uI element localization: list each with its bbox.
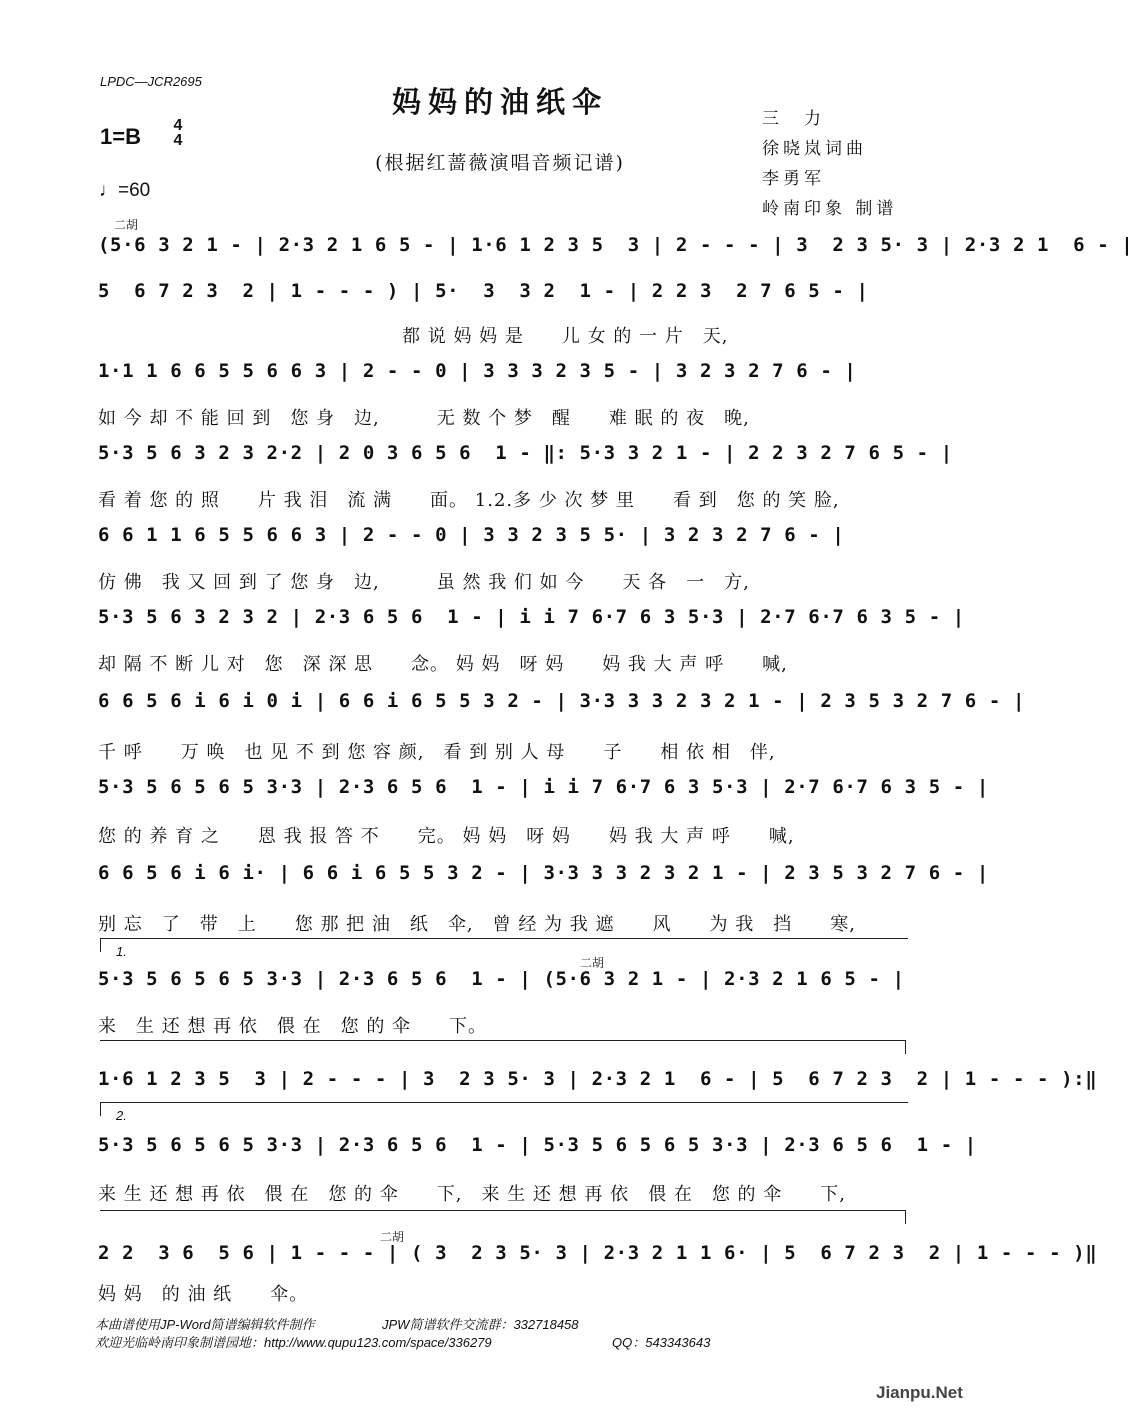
- lyric-line: 您 的 养 育 之 恩 我 报 答 不 完。 妈 妈 呀 妈 妈 我 大 声 呼 喊,: [98, 826, 795, 847]
- site-watermark: Jianpu.Net: [876, 1383, 963, 1402]
- volta-bracket-start: [100, 1102, 101, 1116]
- time-signature-top: 4: [173, 117, 183, 134]
- lyric-line: 如 今 却 不 能 回 到 您 身 边, 无 数 个 梦 醒 难 眠 的 夜 晚,: [98, 408, 750, 429]
- lyric-line: 别 忘 了 带 上 您 那 把 油 纸 伞, 曾 经 为 我 遮 风 为 我 挡 寒,: [98, 914, 856, 935]
- score-line: 5 6 7 2 3 2 | 1 - - - ) | 5· 3 3 2 1 - | 2 2 3 2 7 6 5 - |: [98, 280, 869, 302]
- credit-line: 岭南印象 制谱: [762, 199, 898, 219]
- time-signature: [170, 118, 186, 148]
- volta-bracket-end: [905, 1210, 906, 1224]
- score-line: 6 6 5 6 i 6 i 0 i | 6 6 i 6 5 5 3 2 - | 3·3 3 3 2 3 2 1 - | 2 3 5 3 2 7 6 - |: [98, 690, 1025, 712]
- lyric-line: 却 隔 不 断 儿 对 您 深 深 思 念。 妈 妈 呀 妈 妈 我 大 声 呼 喊,: [98, 654, 788, 675]
- score-line: 5·3 5 6 3 2 3 2 | 2·3 6 5 6 1 - | i i 7 6·7 6 3 5·3 | 2·7 6·7 6 3 5 - |: [98, 606, 965, 628]
- footer-website-link[interactable]: 欢迎光临岭南印象制谱园地：http://www.qupu123.com/space/336279: [95, 1335, 492, 1350]
- volta-label: 1.: [116, 944, 127, 959]
- song-title: 妈妈的油纸伞: [391, 85, 608, 119]
- time-signature-bottom: 4: [173, 132, 183, 149]
- volta-bracket-start: [100, 938, 101, 952]
- footer-qq: QQ：543343643: [612, 1335, 711, 1350]
- score-line: (5·6 3 2 1 - | 2·3 2 1 6 5 - | 1·6 1 2 3 5 3 | 2 - - - | 3 2 3 5· 3 | 2·3 2 1 6 - |: [98, 234, 1133, 256]
- score-line: 6 6 1 1 6 5 5 6 6 3 | 2 - - 0 | 3 3 2 3 5 5· | 3 2 3 2 7 6 - |: [98, 524, 845, 546]
- score-line: 5·3 5 6 5 6 5 3·3 | 2·3 6 5 6 1 - | 5·3 5 6 5 6 5 3·3 | 2·3 6 5 6 1 - |: [98, 1134, 977, 1156]
- score-line: 2 2 3 6 5 6 | 1 - - - | ( 3 2 3 5· 3 | 2·3 2 1 1 6· | 5 6 7 2 3 2 | 1 - - - )‖: [98, 1242, 1098, 1264]
- lyric-line: 仿 佛 我 又 回 到 了 您 身 边, 虽 然 我 们 如 今 天 各 一 方,: [98, 572, 750, 593]
- lyric-line: 来 生 还 想 再 依 偎 在 您 的 伞 下。: [98, 1016, 488, 1037]
- key-signature: 1=B: [100, 124, 141, 149]
- footer-group-note: JPW简谱软件交流群：332718458: [382, 1317, 579, 1332]
- lyric-line: 千 呼 万 唤 也 见 不 到 您 容 颜, 看 到 别 人 母 子 相 依 相 伴,: [98, 742, 776, 763]
- volta-bracket-continue: [100, 1210, 906, 1211]
- score-line: 5·3 5 6 3 2 3 2·2 | 2 0 3 6 5 6 1 - ‖: 5·3 3 2 1 - | 2 2 3 2 7 6 5 - |: [98, 442, 953, 464]
- erhu-mark: 二胡: [580, 956, 605, 970]
- lyric-line: 妈 妈 的 油 纸 伞。: [98, 1284, 309, 1305]
- credit-line: 李勇军: [762, 169, 825, 189]
- footer-software-note: 本曲谱使用JP-Word简谱编辑软件制作: [95, 1317, 315, 1332]
- volta-bracket-continue: [100, 1040, 906, 1041]
- volta-bracket-end: [905, 1040, 906, 1054]
- score-line: 5·3 5 6 5 6 5 3·3 | 2·3 6 5 6 1 - | (5·6 3 2 1 - | 2·3 2 1 6 5 - |: [98, 968, 905, 990]
- erhu-mark: 二胡: [114, 218, 139, 232]
- score-line: 1·6 1 2 3 5 3 | 2 - - - | 3 2 3 5· 3 | 2·3 2 1 6 - | 5 6 7 2 3 2 | 1 - - - ):‖: [98, 1068, 1098, 1090]
- tempo-marking: ♩=60: [99, 180, 151, 201]
- erhu-mark: 二胡: [380, 1230, 405, 1244]
- credit-line: 徐晓岚词曲: [762, 139, 867, 159]
- lyric-line: 来 生 还 想 再 依 偎 在 您 的 伞 下, 来 生 还 想 再 依 偎 在 您 的 伞 下,: [98, 1184, 846, 1205]
- credit-line: 三 力: [762, 109, 825, 129]
- credits: [762, 104, 897, 224]
- lyric-line: 看 着 您 的 照 片 我 泪 流 满 面。 1.2.多 少 次 梦 里 看 到 您 的 笑 脸,: [98, 490, 840, 511]
- score-line: 6 6 5 6 i 6 i· | 6 6 i 6 5 5 3 2 - | 3·3 3 3 2 3 2 1 - | 2 3 5 3 2 7 6 - |: [98, 862, 989, 884]
- lyric-line: 都 说 妈 妈 是 儿 女 的 一 片 天,: [98, 326, 729, 347]
- volta-bracket: [100, 938, 908, 939]
- volta-label: 2.: [116, 1108, 127, 1123]
- score-line: 1·1 1 6 6 5 5 6 6 3 | 2 - - 0 | 3 3 3 2 3 5 - | 3 2 3 2 7 6 - |: [98, 360, 857, 382]
- volta-bracket: [100, 1102, 908, 1103]
- score-line: 5·3 5 6 5 6 5 3·3 | 2·3 6 5 6 1 - | i i 7 6·7 6 3 5·3 | 2·7 6·7 6 3 5 - |: [98, 776, 989, 798]
- song-subtitle: (根据红蔷薇演唱音频记谱): [375, 152, 625, 174]
- score-code: LPDC—JCR2695: [100, 74, 202, 89]
